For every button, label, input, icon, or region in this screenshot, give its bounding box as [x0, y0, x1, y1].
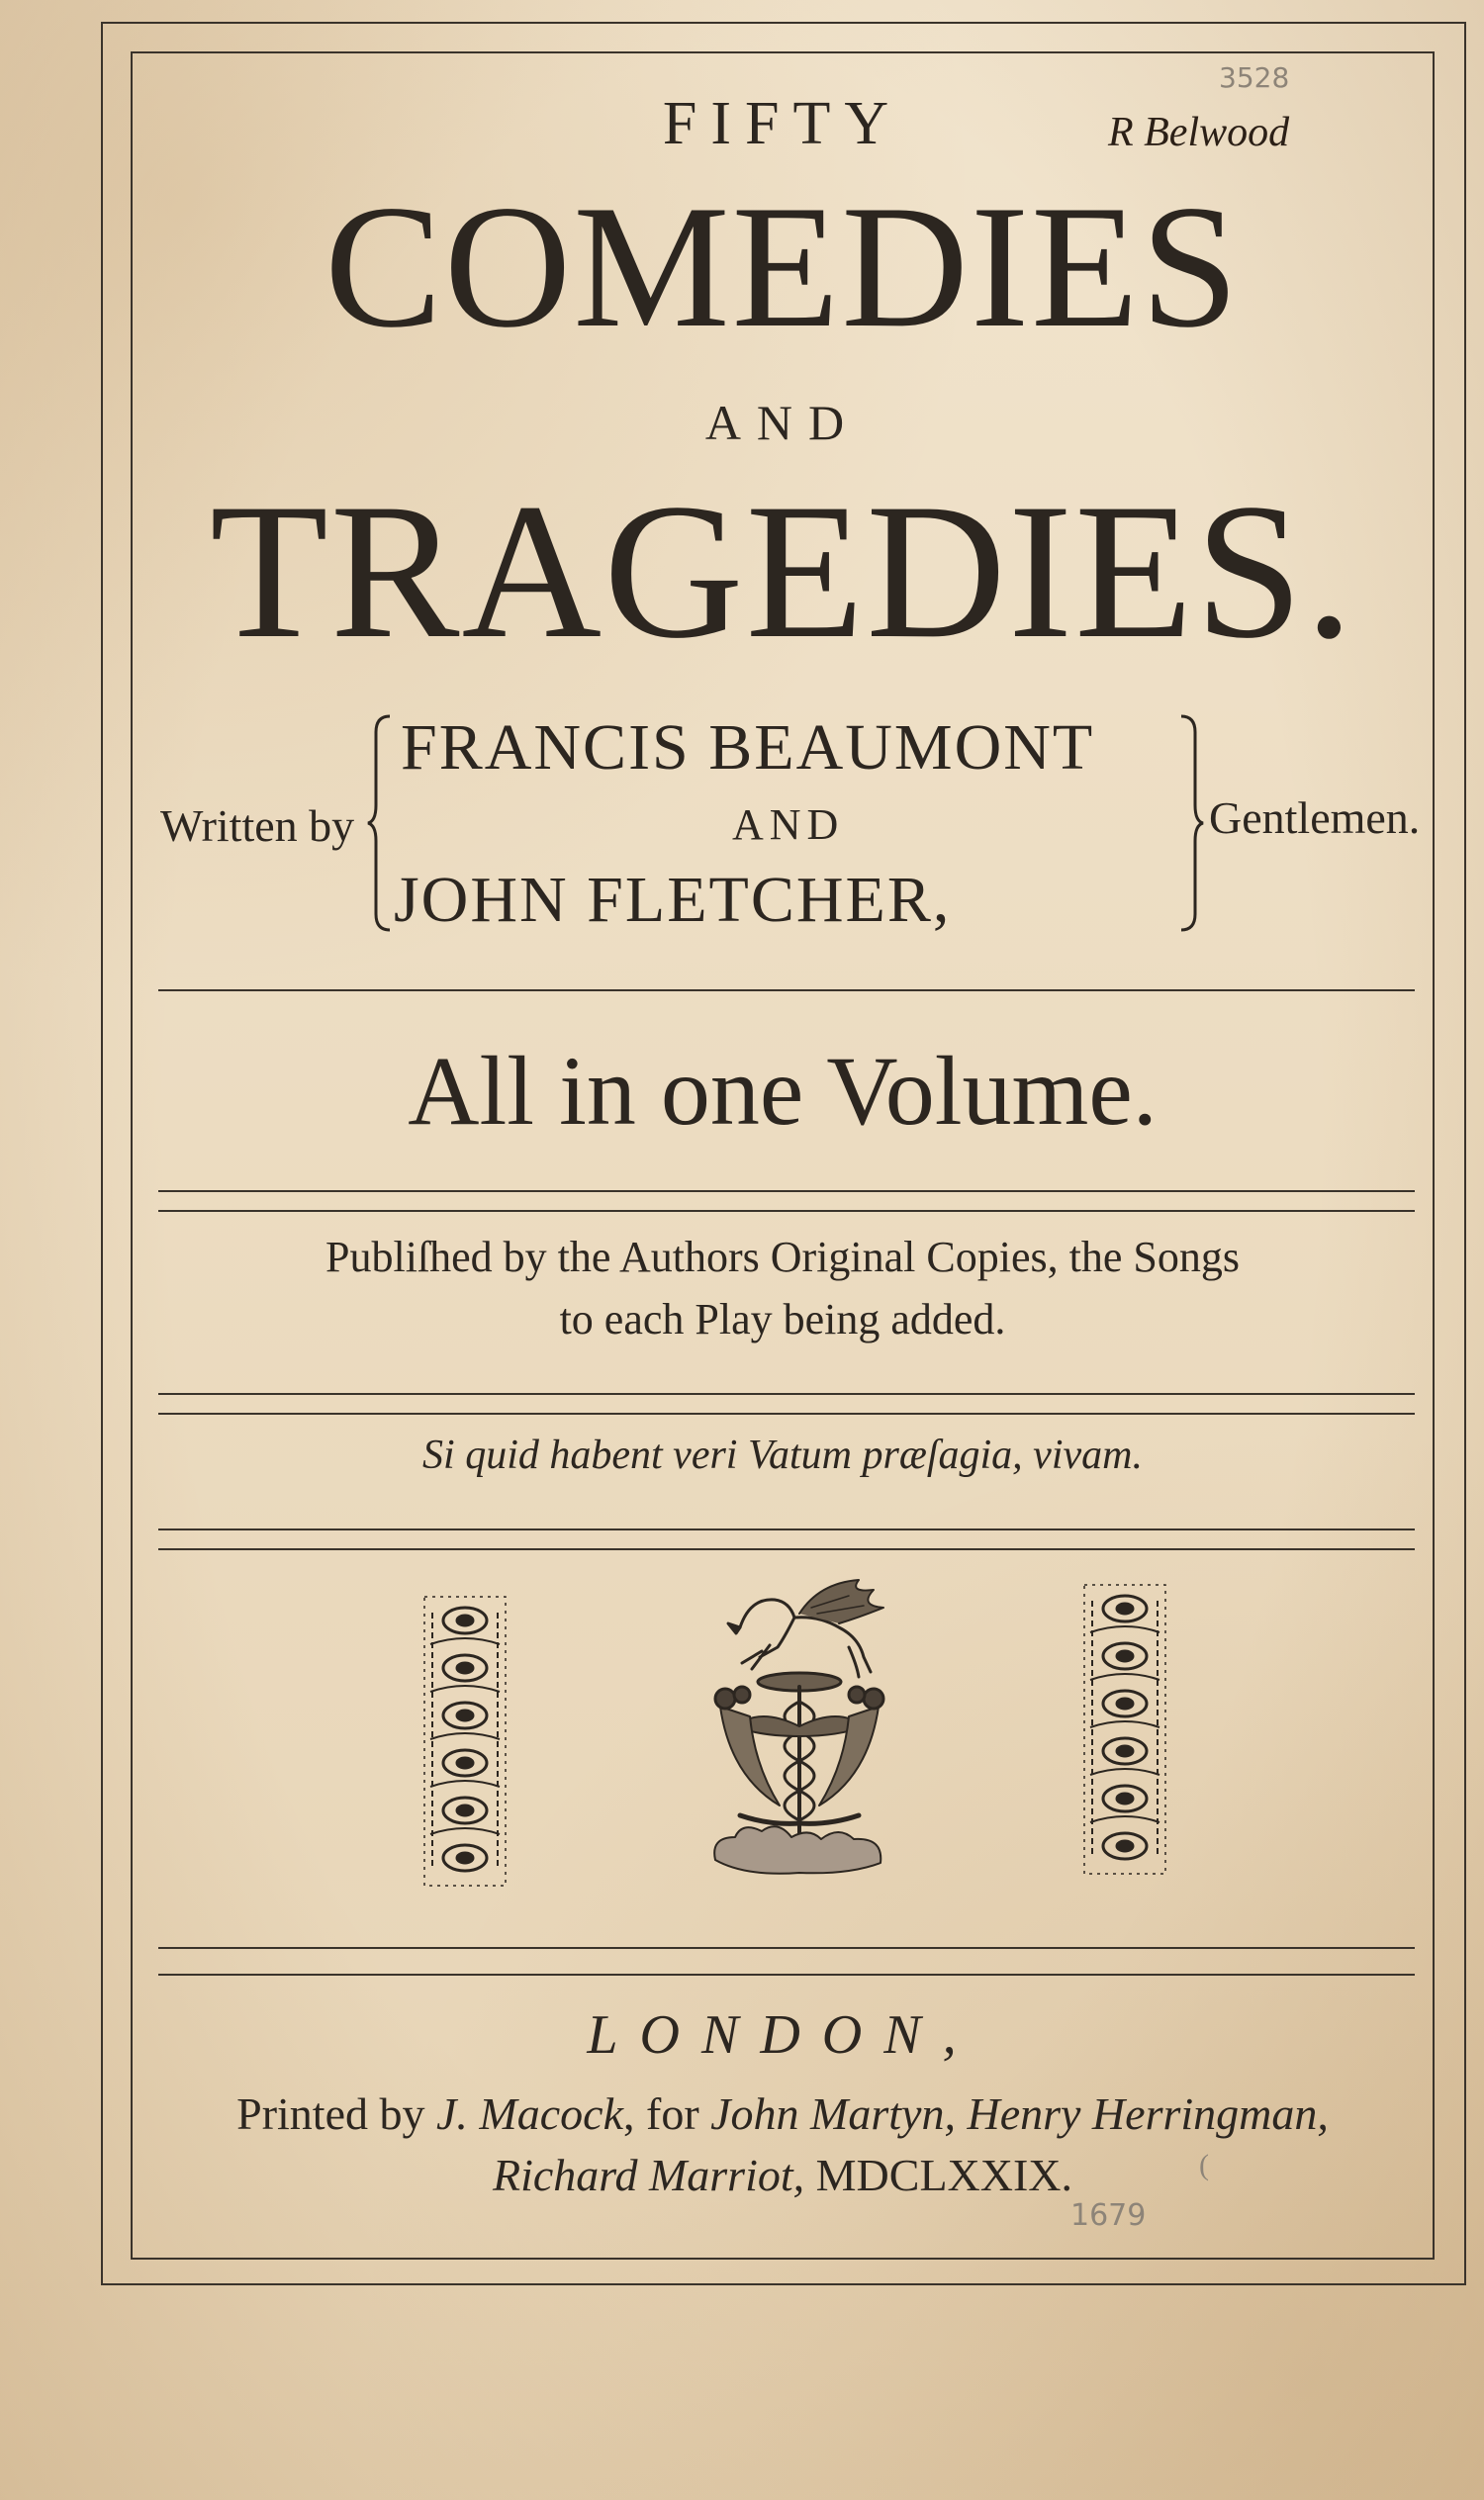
imprint-printer-line [131, 2087, 1435, 2140]
rule-above-motto [158, 1393, 1415, 1395]
rule-above-imprint [158, 1974, 1415, 1976]
pencil-mark: ( [1199, 2149, 1209, 2181]
pegasus-caduceus-printer-device-icon [700, 1578, 898, 1885]
rule-above-ornaments [158, 1548, 1415, 1550]
imprint-year: MDCLXXIX. [815, 2150, 1073, 2200]
gentlemen-label: Gentlemen. [1209, 792, 1421, 843]
printed-by-label: Printed by [236, 2088, 425, 2139]
right-brace-icon [1177, 714, 1205, 932]
inner-rule-frame [131, 51, 1435, 2260]
author-fletcher: JOHN FLETCHER, [394, 864, 952, 936]
imprint-city: LONDON, [587, 2004, 978, 2066]
imprint-bookseller-line [131, 2149, 1435, 2201]
rule-below-volume [158, 1190, 1415, 1192]
rule-below-ornaments [158, 1947, 1415, 1949]
rule-below-motto [158, 1528, 1415, 1530]
written-by-label: Written by [160, 800, 355, 851]
vine-border-ornament-icon [1080, 1581, 1169, 1878]
title-comedies: COMEDIES [325, 168, 1241, 364]
published-line-2: to each Play being added. [559, 1295, 1006, 1343]
published-line-1: Publiſhed by the Authors Original Copies, the Songs [325, 1233, 1240, 1281]
rule-above-volume [158, 989, 1415, 991]
left-brace-icon [366, 714, 394, 932]
volume-line: All in one Volume. [408, 1036, 1158, 1146]
rule-above-motto-inner [158, 1413, 1415, 1415]
printer-name: J. Macock [436, 2088, 623, 2139]
pencil-year-note: 1679 [1070, 2198, 1147, 2233]
title-fifty: FIFTY [662, 90, 903, 157]
booksellers-line-2: Richard Marriot, [492, 2150, 805, 2200]
author-and: AND [732, 800, 845, 849]
latin-motto: Si quid habent veri Vatum præſagia, vivam. [422, 1433, 1143, 1478]
vine-border-ornament-icon [420, 1593, 510, 1890]
owner-signature: R Belwood [1108, 110, 1290, 155]
for-label: , for [623, 2088, 699, 2139]
pencil-catalogue-number: 3528 [1219, 61, 1290, 94]
title-tragedies: TRAGEDIES. [210, 464, 1355, 679]
author-beaumont: FRANCIS BEAUMONT [401, 711, 1095, 784]
booksellers-line-1: John Martyn, Henry Herringman, [710, 2088, 1329, 2139]
rule-above-publication [158, 1210, 1415, 1212]
title-and: AND [704, 395, 861, 450]
